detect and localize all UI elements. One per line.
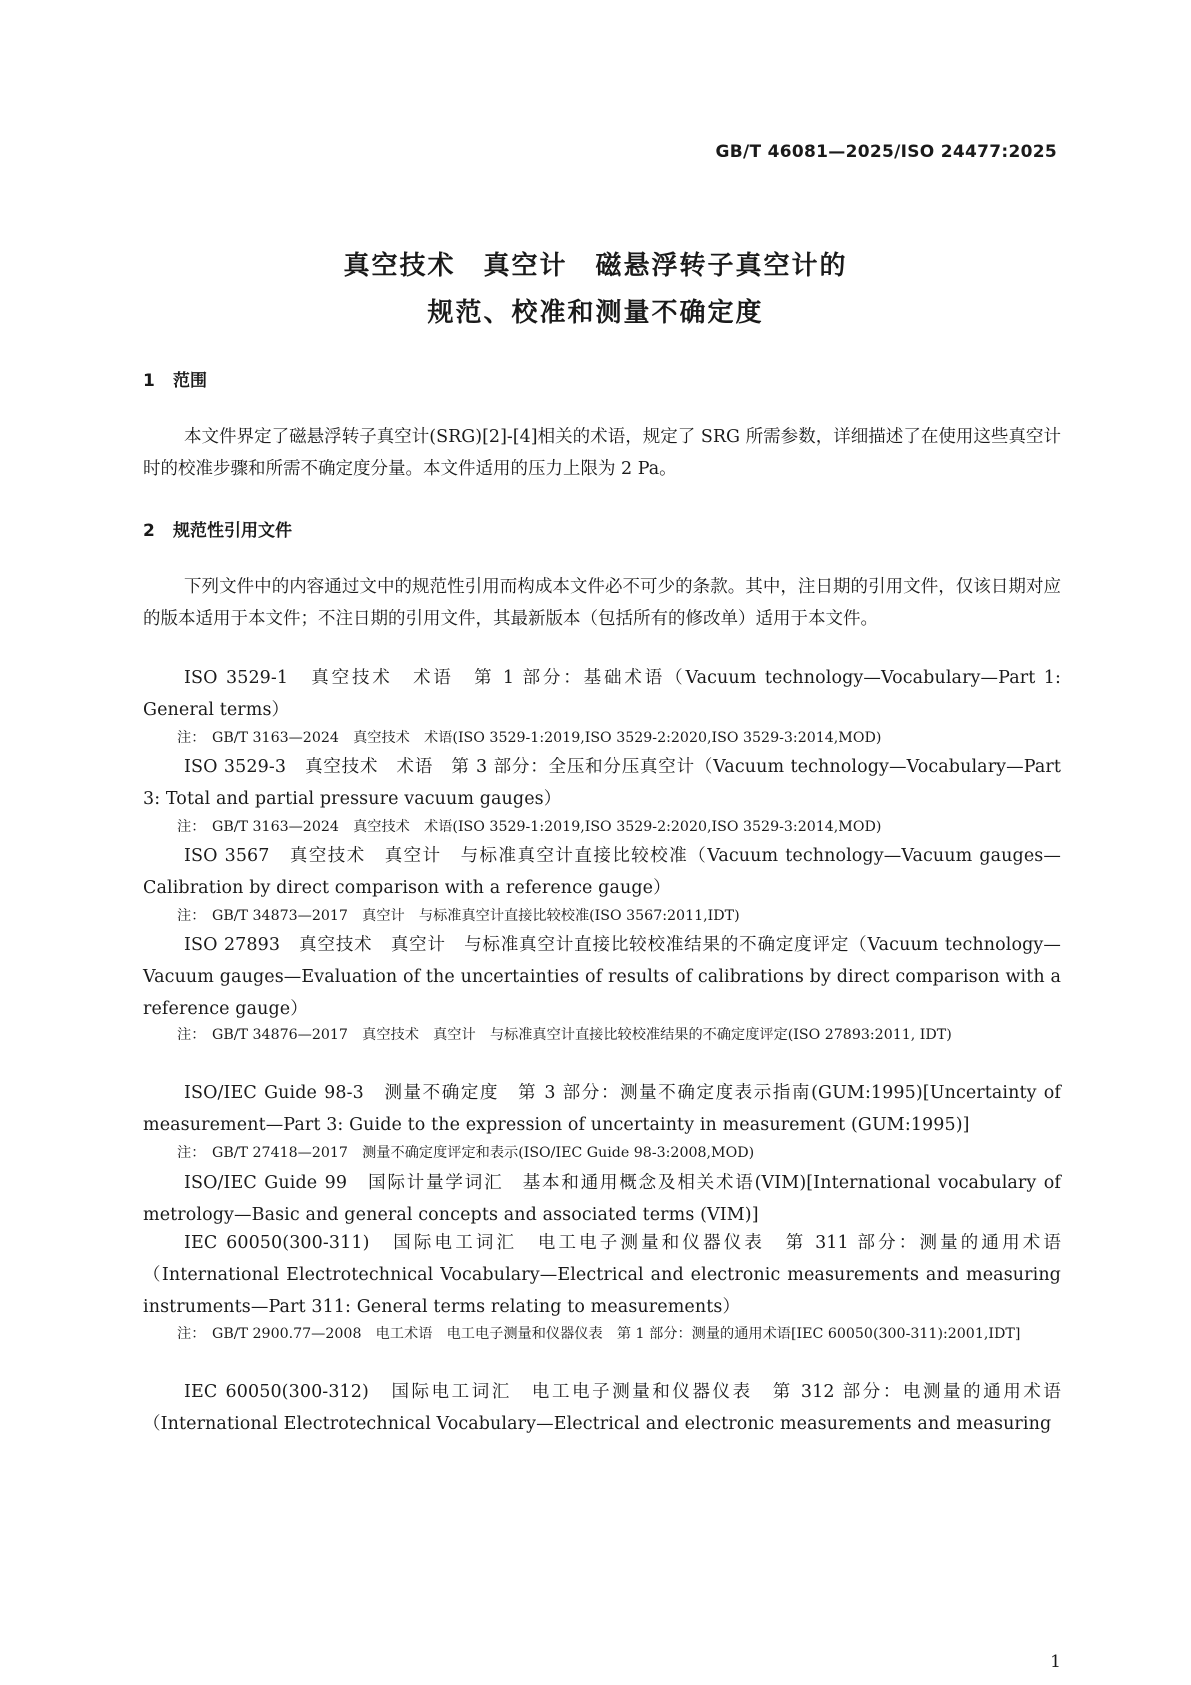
reference-entry: IEC 60050(300-311) 国际电工词汇 电工电子测量和仪器仪表 第 311 部分：测量的通用术语（International Electrotechnical Vocabulary—Electrical and electronic measurements and measuring instruments—Part 311: General terms relating to measurements）	[143, 1233, 1061, 1317]
note-label: 注：	[177, 819, 206, 835]
reference-entry: ISO 27893 真空技术 真空计 与标准真空计直接比较校准结果的不确定度评定（Vacuum technology—Vacuum gauges—Evaluation of the uncertainties of results of calibrations by direct comparison with a reference gauge）	[143, 935, 1061, 1019]
document-title-line-2: 规范、校准和测量不确定度	[427, 298, 764, 328]
document-title-line-1: 真空技术 真空计 磁悬浮转子真空计的	[343, 251, 848, 281]
note-label: 注：	[177, 730, 206, 746]
reference-entry: ISO 3567 真空技术 真空计 与标准真空计直接比较校准（Vacuum technology—Vacuum gauges—Calibration by direct comparison with a reference gauge）	[143, 846, 1061, 898]
section-title: 规范性引用文件	[173, 521, 292, 541]
reference-entry: ISO/IEC Guide 99 国际计量学词汇 基本和通用概念及相关术语(VIM)[International vocabulary of metrology—Basic and general concepts and associated terms (VIM)]	[143, 1173, 1061, 1225]
note-text: GB/T 2900.77—2008 电工术语 电工电子测量和仪器仪表 第 1 部分：测量的通用术语[IEC 60050(300-311):2001,IDT]	[212, 1326, 1021, 1342]
section-heading-normative-references	[143, 516, 292, 541]
reference-entry: ISO 3529-3 真空技术 术语 第 3 部分：全压和分压真空计（Vacuum technology—Vocabulary—Part 3: Total and partial pressure vacuum gauges）	[143, 757, 1061, 809]
reference-note	[177, 724, 1096, 752]
reference-note	[177, 1021, 1096, 1049]
note-label: 注：	[177, 908, 206, 924]
section-number: 1	[143, 371, 155, 391]
note-text: GB/T 3163—2024 真空技术 术语(ISO 3529-1:2019,ISO 3529-2:2020,ISO 3529-3:2014,MOD)	[212, 730, 882, 746]
scope-paragraph: 本文件界定了磁悬浮转子真空计(SRG)[2]-[4]相关的术语，规定了 SRG 所需参数，详细描述了在使用这些真空计时的校准步骤和所需不确定度分量。本文件适用的压力上限为 2 Pa。	[143, 427, 1061, 479]
note-text: GB/T 34873—2017 真空计 与标准真空计直接比较校准(ISO 3567:2011,IDT)	[212, 908, 740, 924]
normative-intro-paragraph: 下列文件中的内容通过文中的规范性引用而构成本文件必不可少的条款。其中，注日期的引用文件，仅该日期对应的版本适用于本文件；不注日期的引用文件，其最新版本（包括所有的修改单）适用于本文件。	[143, 577, 1061, 629]
note-label: 注：	[177, 1145, 206, 1161]
reference-entry: ISO 3529-1 真空技术 术语 第 1 部分：基础术语（Vacuum technology—Vocabulary—Part 1: General terms）	[143, 668, 1061, 720]
note-label: 注：	[177, 1027, 206, 1043]
page-number: 1	[1050, 1652, 1061, 1672]
reference-note	[177, 813, 1096, 841]
section-title: 范围	[173, 371, 207, 391]
section-number: 2	[143, 521, 155, 541]
note-text: GB/T 27418—2017 测量不确定度评定和表示(ISO/IEC Guide 98-3:2008,MOD)	[212, 1145, 755, 1161]
reference-entry: ISO/IEC Guide 98-3 测量不确定度 第 3 部分：测量不确定度表示指南(GUM:1995)[Uncertainty of measurement—Part 3: Guide to the expression of uncertainty in measurement (GUM:1995)]	[143, 1083, 1061, 1135]
note-text: GB/T 3163—2024 真空技术 术语(ISO 3529-1:2019,ISO 3529-2:2020,ISO 3529-3:2014,MOD)	[212, 819, 882, 835]
section-heading-scope	[143, 366, 207, 391]
reference-note	[177, 1320, 1096, 1348]
reference-note	[177, 902, 1096, 930]
reference-entry: IEC 60050(300-312) 国际电工词汇 电工电子测量和仪器仪表 第 312 部分：电测量的通用术语（International Electrotechnical Vocabulary—Electrical and electronic measurements and measuring	[143, 1382, 1061, 1434]
document-code: GB/T 46081—2025/ISO 24477:2025	[715, 142, 1057, 162]
note-label: 注：	[177, 1326, 206, 1342]
note-text: GB/T 34876—2017 真空技术 真空计 与标准真空计直接比较校准结果的不确定度评定(ISO 27893:2011, IDT)	[212, 1027, 952, 1043]
reference-note	[177, 1139, 1096, 1167]
